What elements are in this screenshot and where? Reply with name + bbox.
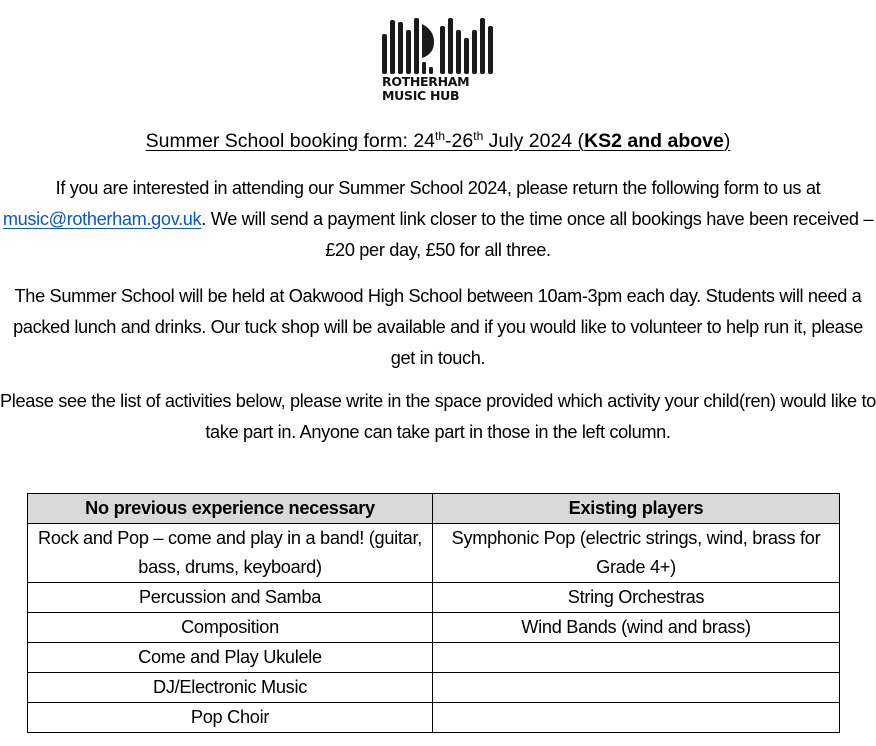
table-header-row xyxy=(28,494,840,524)
activity-cell: Wind Bands (wind and brass) xyxy=(433,613,840,643)
table-row xyxy=(28,613,840,643)
activities-table xyxy=(27,493,840,733)
title-date-end: -26 xyxy=(445,130,474,152)
logo-line-1: ROTHERHAM xyxy=(382,74,470,89)
title-age-group: KS2 and above xyxy=(584,130,724,152)
intro-paragraph xyxy=(0,173,876,266)
table-row xyxy=(28,583,840,613)
empty-cell xyxy=(433,643,840,673)
email-link[interactable]: music@rotherham.gov.uk xyxy=(2,209,202,229)
logo-line-2: MUSIC HUB xyxy=(382,88,460,103)
activity-cell: Symphonic Pop (electric strings, wind, brass for Grade 4+) xyxy=(433,524,840,583)
logo-wordmark xyxy=(382,75,502,103)
title-year: July 2024 ( xyxy=(483,130,585,152)
activity-cell: Pop Choir xyxy=(28,703,433,733)
table-row xyxy=(28,703,840,733)
music-hub-bars-icon xyxy=(380,12,496,74)
page-title xyxy=(0,128,876,154)
empty-cell xyxy=(433,703,840,733)
title-superscript-2: th xyxy=(473,129,484,143)
activity-cell: DJ/Electronic Music xyxy=(28,673,433,703)
title-underlined xyxy=(146,130,731,152)
title-superscript-1: th xyxy=(435,129,446,143)
table-row xyxy=(28,524,840,583)
table-row xyxy=(28,643,840,673)
intro-text-start: If you are interested in attending our Summer School 2024, please return the following form to us at xyxy=(55,178,821,198)
header-existing-players: Existing players xyxy=(433,494,840,524)
intro-text-end: . We will send a payment link closer to the time once all bookings have been received – £20 per day, £50 for all three. xyxy=(201,209,874,260)
activity-cell: String Orchestras xyxy=(433,583,840,613)
title-close-paren: ) xyxy=(723,130,731,152)
activity-cell: Percussion and Samba xyxy=(28,583,433,613)
instructions-paragraph: Please see the list of activities below, please write in the space provided which activity your child(ren) would like to take part in. Anyone can take part in those in the left column. xyxy=(0,391,876,442)
title-text: Summer School booking form: 24 xyxy=(145,130,436,152)
activity-cell: Come and Play Ukulele xyxy=(28,643,433,673)
empty-cell xyxy=(433,673,840,703)
activity-cell: Rock and Pop – come and play in a band! (guitar, bass, drums, keyboard) xyxy=(28,524,433,583)
venue-paragraph: The Summer School will be held at Oakwood High School between 10am-3pm each day. Students will need a packed lunch and drinks. Our tuck shop will be available and if you would like to volunteer to help run it, please get in touch. xyxy=(13,286,863,368)
table-row xyxy=(28,673,840,703)
activity-cell: Composition xyxy=(28,613,433,643)
rotherham-music-hub-logo xyxy=(380,12,496,112)
header-no-experience: No previous experience necessary xyxy=(28,494,433,524)
